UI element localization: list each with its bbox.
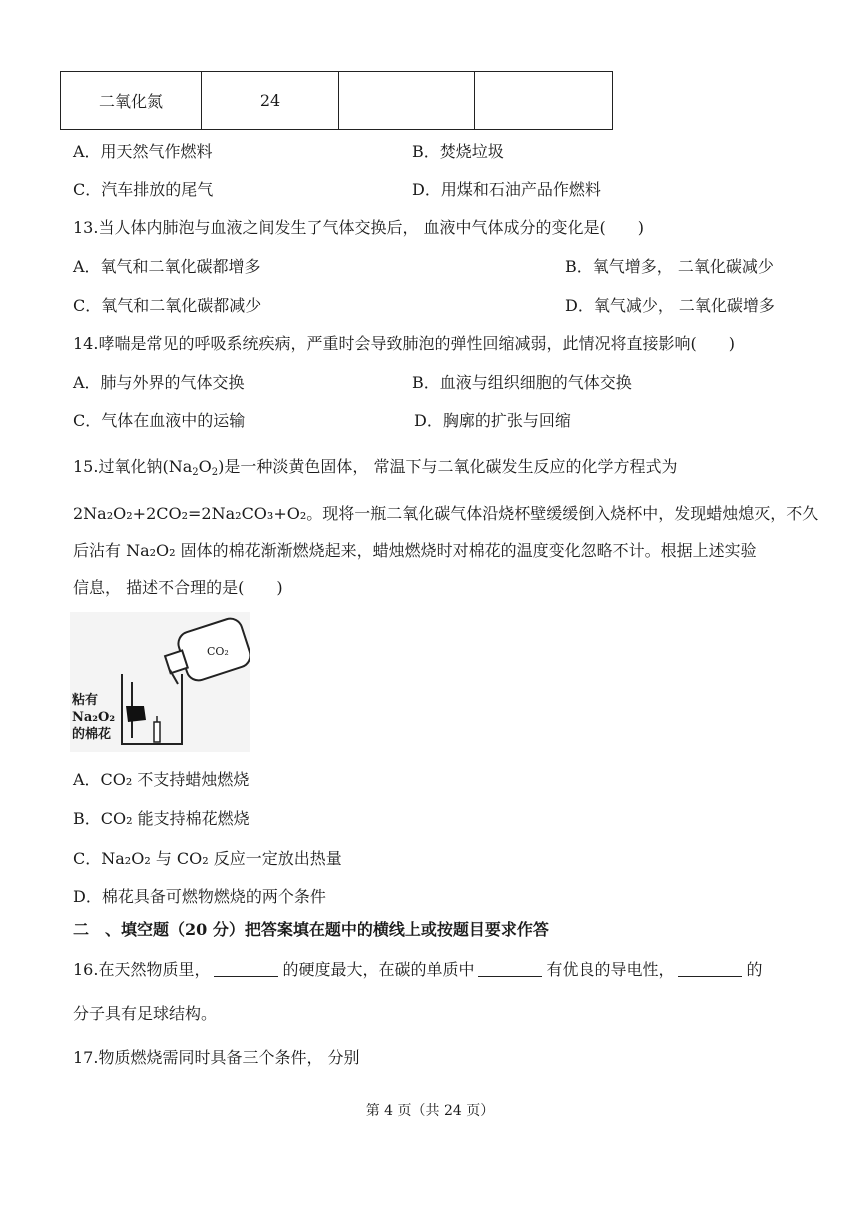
q12-option-a: A．用天然气作燃料 (73, 142, 213, 161)
table-cell-empty (475, 72, 613, 130)
q15-stem-line1 (73, 457, 677, 477)
subscript: 2 (192, 467, 199, 478)
answer-blank[interactable] (214, 960, 278, 977)
q15-stem-line3: 后沾有 Na₂O₂ 固体的棉花渐渐燃烧起来，蜡烛燃烧时对棉花的温度变化忽略不计。根据上述实验 (73, 541, 757, 560)
answer-blank[interactable] (478, 960, 542, 977)
q16-text: 16.在天然物质里， (73, 960, 211, 979)
q15-stem-text: O (198, 457, 212, 476)
q13-option-d: D．氧气减少， 二氧化碳增多 (565, 296, 775, 315)
q13-option-a: A．氧气和二氧化碳都增多 (73, 257, 261, 276)
q15-stem-text: )是一种淡黄色固体， 常温下与二氧化碳发生反应的化学方程式为 (218, 457, 678, 476)
q15-option-b: B．CO₂ 能支持棉花燃烧 (73, 809, 250, 828)
section-title: 二 、填空题（20 分）把答案填在题中的横线上或按题目要求作答 (73, 920, 549, 939)
q13-option-c: C．氧气和二氧化碳都减少 (73, 296, 262, 315)
cotton-label-3: 的棉花 (72, 727, 112, 742)
table-row (61, 72, 613, 130)
q15-stem-line4: 信息， 描述不合理的是( ) (73, 578, 283, 597)
page-footer: 第 4 页（共 24 页） (365, 1103, 495, 1119)
answer-blank[interactable] (678, 960, 742, 977)
q14-option-a: A．肺与外界的气体交换 (73, 373, 245, 392)
q15-option-c: C．Na₂O₂ 与 CO₂ 反应一定放出热量 (73, 849, 342, 868)
q14-option-c: C．气体在血液中的运输 (73, 411, 246, 430)
q12-option-b: B．焚烧垃圾 (412, 142, 504, 161)
q17-stem: 17.物质燃烧需同时具备三个条件， 分别 (73, 1048, 360, 1067)
table-cell-value: 24 (202, 72, 339, 130)
q12-option-d: D．用煤和石油产品作燃料 (412, 180, 601, 199)
q15-option-d: D．棉花具备可燃物燃烧的两个条件 (73, 887, 326, 906)
q16-text: 的 (746, 960, 763, 979)
experiment-diagram (70, 612, 250, 752)
bottle-label: CO₂ (207, 645, 229, 658)
table-cell-empty (339, 72, 475, 130)
q15-stem-text: 15.过氧化钠(Na (73, 457, 193, 476)
q16-text: 有优良的导电性， (546, 960, 675, 979)
candle (154, 722, 160, 742)
cotton-label-2: Na₂O₂ (72, 710, 116, 725)
q16-text: 的硬度最大，在碳的单质中 (282, 960, 475, 979)
q13-stem: 13.当人体内肺泡与血液之间发生了气体交换后， 血液中气体成分的变化是( ) (73, 218, 645, 237)
table-cell-gas: 二氧化氮 (61, 72, 202, 130)
q14-stem: 14.哮喘是常见的呼吸系统疾病，严重时会导致肺泡的弹性回缩减弱，此情况将直接影响( ) (73, 334, 735, 353)
cotton (126, 706, 146, 722)
q15-option-a: A．CO₂ 不支持蜡烛燃烧 (73, 770, 250, 789)
q14-option-b: B．血液与组织细胞的气体交换 (412, 373, 632, 392)
subscript: 2 (211, 467, 219, 478)
q15-equation-line: 2Na₂O₂+2CO₂=2Na₂CO₃+O₂。现将一瓶二氧化碳气体沿烧杯壁缓缓倒入烧杯中，发现蜡烛熄灭，不久 (73, 504, 819, 523)
q14-option-d: D．胸廓的扩张与回缩 (414, 411, 571, 430)
q16-line2: 分子具有足球结构。 (73, 1004, 218, 1023)
cotton-label-1: 粘有 (72, 693, 99, 708)
q16-line1 (73, 960, 763, 980)
q13-option-b: B．氧气增多， 二氧化碳减少 (565, 257, 774, 276)
q12-option-c: C．汽车排放的尾气 (73, 180, 214, 199)
gas-table (60, 71, 613, 130)
